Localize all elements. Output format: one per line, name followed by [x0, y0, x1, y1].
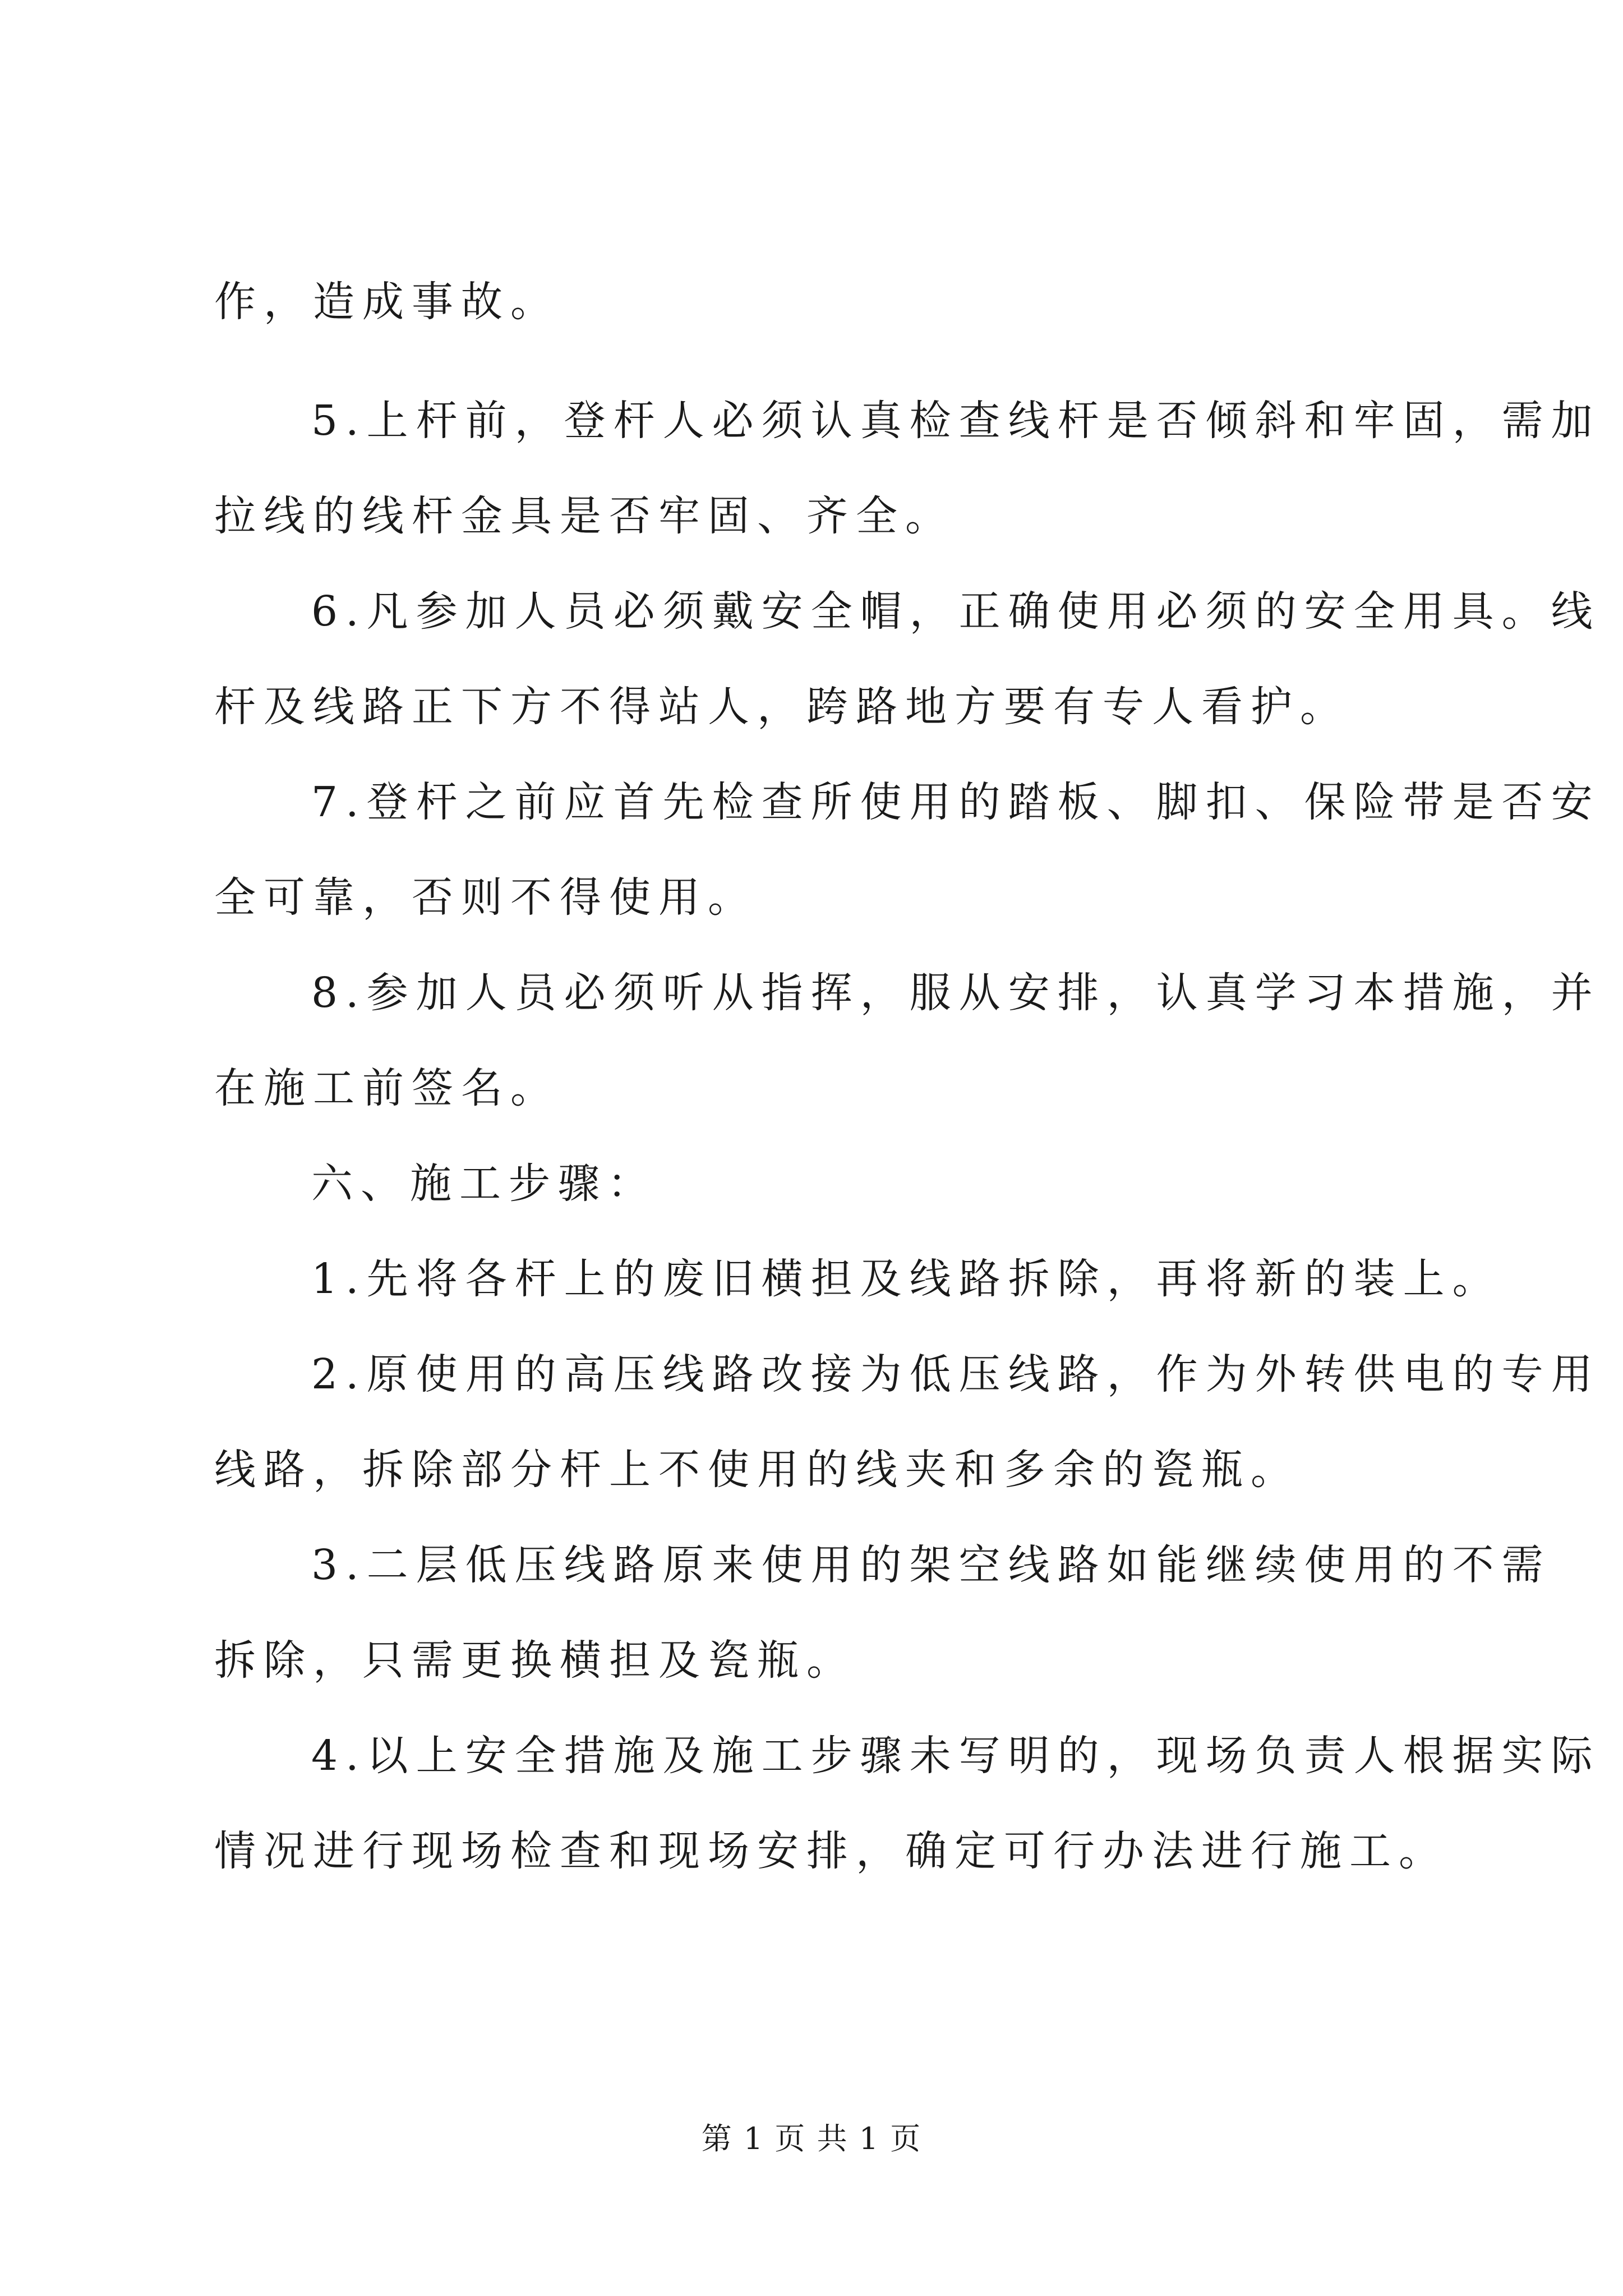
text-line: 全可靠，否则不得使用。: [214, 873, 757, 922]
text-line: 线路，拆除部分杆上不使用的线夹和多余的瓷瓶。: [214, 1446, 1300, 1494]
text-line: 8.参加人员必须听从指挥，服从安排，认真学习本措施，并: [311, 969, 1601, 1017]
text-line: 2.原使用的高压线路改接为低压线路，作为外转供电的专用: [311, 1350, 1601, 1398]
text-line: 5.上杆前，登杆人必须认真检查线杆是否倾斜和牢固，需加: [311, 397, 1601, 445]
text-line: 拆除，只需更换横担及瓷瓶。: [214, 1636, 856, 1685]
text-line: 拉线的线杆金具是否牢固、齐全。: [214, 492, 955, 540]
text-line: 1.先将各杆上的废旧横担及线路拆除，再将新的装上。: [311, 1255, 1502, 1303]
page-number: 第 1 页 共 1 页: [701, 2121, 922, 2156]
text-line: 在施工前签名。: [214, 1064, 560, 1112]
section-heading: 六、施工步骤：: [311, 1159, 657, 1208]
text-line: 情况进行现场检查和现场安排，确定可行办法进行施工。: [214, 1827, 1448, 1875]
text-line: 杆及线路正下方不得站人，跨路地方要有专人看护。: [214, 683, 1349, 731]
text-line: 6.凡参加人员必须戴安全帽，正确使用必须的安全用具。线: [311, 587, 1601, 636]
text-line: 3.二层低压线路原来使用的架空线路如能继续使用的不需: [311, 1541, 1551, 1589]
text-line: 作，造成事故。: [214, 278, 560, 326]
text-line: 7.登杆之前应首先检查所使用的踏板、脚扣、保险带是否安: [311, 778, 1601, 826]
text-line: 4.以上安全措施及施工步骤未写明的，现场负责人根据实际: [311, 1732, 1601, 1780]
